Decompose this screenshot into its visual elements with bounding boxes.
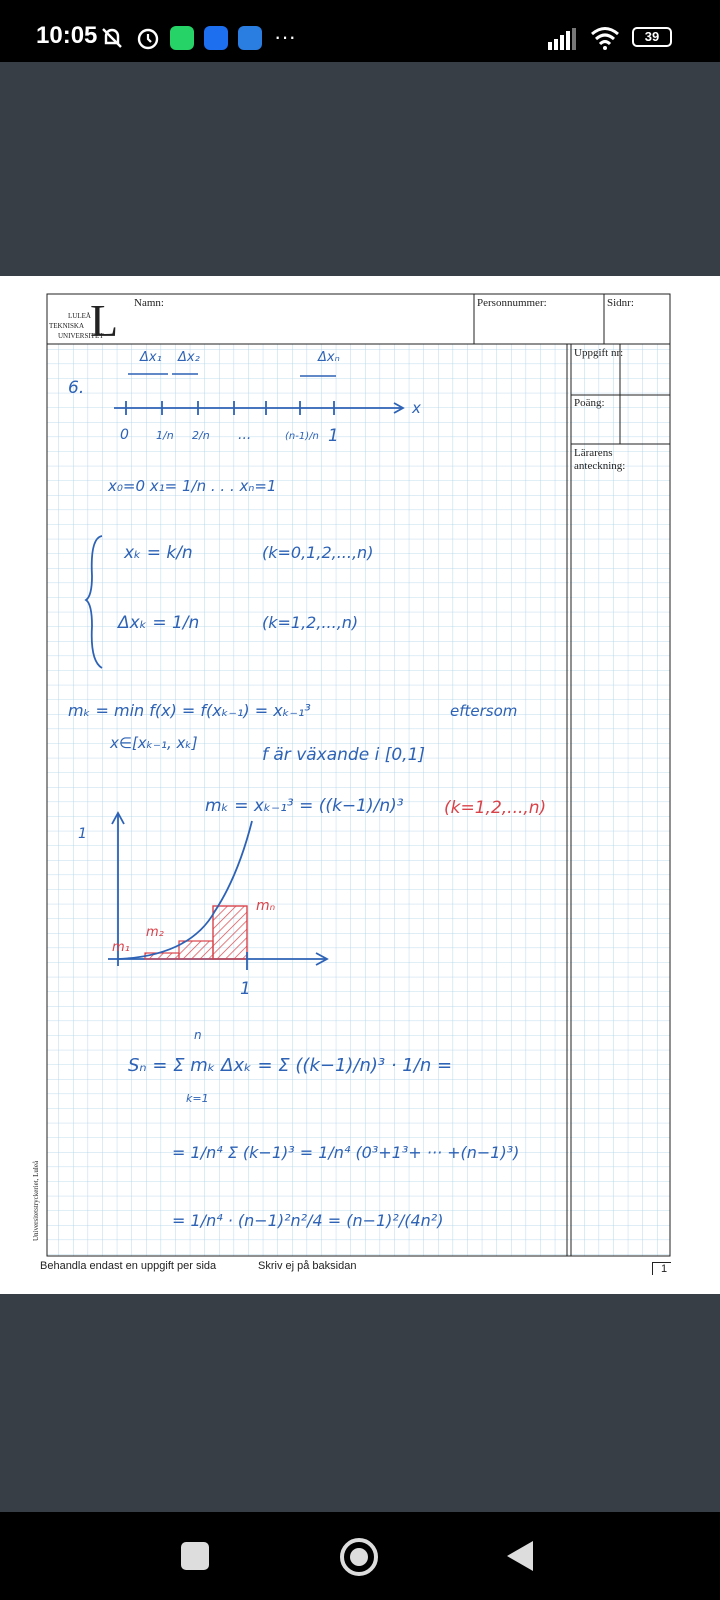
lararens-label-1: Lärarens xyxy=(574,447,613,459)
footer-no-backside: Skriv ej på baksidan xyxy=(258,1260,357,1272)
scanned-page[interactable] xyxy=(0,276,720,1294)
problem-number: 6. xyxy=(68,378,85,398)
label-mn: mₙ xyxy=(256,898,276,914)
phone-icon xyxy=(204,26,228,50)
messages-icon xyxy=(238,26,262,50)
uppgift-label: Uppgift nr: xyxy=(574,347,624,359)
lararens-label-2: anteckning: xyxy=(574,460,626,472)
tick-2n: 2/n xyxy=(192,429,210,442)
status-bar xyxy=(0,0,720,62)
delta-xn: Δxₙ xyxy=(318,350,340,365)
signal-icon xyxy=(548,28,578,50)
back-button[interactable] xyxy=(505,1539,535,1573)
dxk-definition: Δxₖ = 1/n xyxy=(118,613,200,633)
whatsapp-icon xyxy=(170,26,194,50)
delta-x2: Δx₂ xyxy=(178,350,200,365)
mk-range-red: (k=1,2,...,n) xyxy=(444,798,547,818)
xk-definition: xₖ = k/n xyxy=(124,543,193,563)
grid-area-side xyxy=(570,344,670,1256)
navigation-bar xyxy=(0,1512,720,1600)
sum-line-3: = 1/n⁴ · (n−1)²n²/4 = (n−1)²/(4n²) xyxy=(172,1211,444,1230)
axis-x-label: x xyxy=(412,399,421,417)
dxk-range: (k=1,2,...,n) xyxy=(262,613,359,632)
label-m1: m₁ xyxy=(112,940,130,955)
tick-n1n: (n-1)/n xyxy=(285,431,319,442)
logo-letter: L xyxy=(90,295,119,346)
footer-instructions: Behandla endast en uppgift per sida xyxy=(40,1260,217,1272)
personnummer-label: Personnummer: xyxy=(477,297,547,309)
tick-0: 0 xyxy=(120,427,129,443)
tick-1n: 1/n xyxy=(156,429,174,442)
status-overflow: ··· xyxy=(274,24,296,49)
sum-line-1-lower: k=1 xyxy=(186,1092,209,1105)
bell-off-icon xyxy=(98,24,126,52)
printer-side-text: Universitetstryckeriet, Luleå xyxy=(32,1160,40,1241)
name-label: Namn: xyxy=(134,297,164,309)
status-time: 10:05 xyxy=(36,22,98,49)
battery-icon xyxy=(632,27,672,47)
alarm-icon xyxy=(134,24,162,52)
graph-x-one: 1 xyxy=(240,979,251,999)
logo-line-3: UNIVERSITET xyxy=(58,332,104,340)
wifi-icon xyxy=(590,26,620,50)
battery-level: 39 xyxy=(644,29,660,44)
sum-line-2: = 1/n⁴ Σ (k−1)³ = 1/n⁴ (0³+1³+ ··· +(n−1)³) xyxy=(172,1143,520,1162)
mk-line-1: mₖ = min f(x) = f(xₖ₋₁) = xₖ₋₁³ xyxy=(68,701,311,720)
recent-apps-button[interactable] xyxy=(181,1542,209,1570)
footer-page-number: 1 xyxy=(652,1262,671,1275)
sum-line-1: Sₙ = Σ mₖ Δxₖ = Σ ((k−1)/n)³ · 1/n = xyxy=(128,1055,453,1076)
mk-line-2: mₖ = xₖ₋₁³ = ((k−1)/n)³ xyxy=(205,796,404,816)
home-dot-icon xyxy=(350,1548,368,1566)
tick-dots: ... xyxy=(238,427,252,443)
delta-x1: Δx₁ xyxy=(140,350,162,365)
eftersom-text: eftersom xyxy=(450,702,518,720)
graph-y-one: 1 xyxy=(78,826,87,842)
points-line: x₀=0 x₁= 1/n . . . xₙ=1 xyxy=(108,477,277,495)
tick-1: 1 xyxy=(328,426,339,446)
increasing-text: f är växande i [0,1] xyxy=(262,745,426,765)
label-m2: m₂ xyxy=(146,925,164,940)
xk-range: (k=0,1,2,...,n) xyxy=(262,543,374,562)
logo-line-1: LULEÅ xyxy=(68,312,91,320)
poang-label: Poäng: xyxy=(574,397,605,409)
home-button[interactable] xyxy=(340,1538,378,1576)
sum-line-1-upper: n xyxy=(194,1028,202,1042)
logo-line-2: TEKNISKA xyxy=(49,322,84,330)
mk-subscript: x∈[xₖ₋₁, xₖ] xyxy=(110,734,198,752)
sidnr-label: Sidnr: xyxy=(607,297,634,309)
